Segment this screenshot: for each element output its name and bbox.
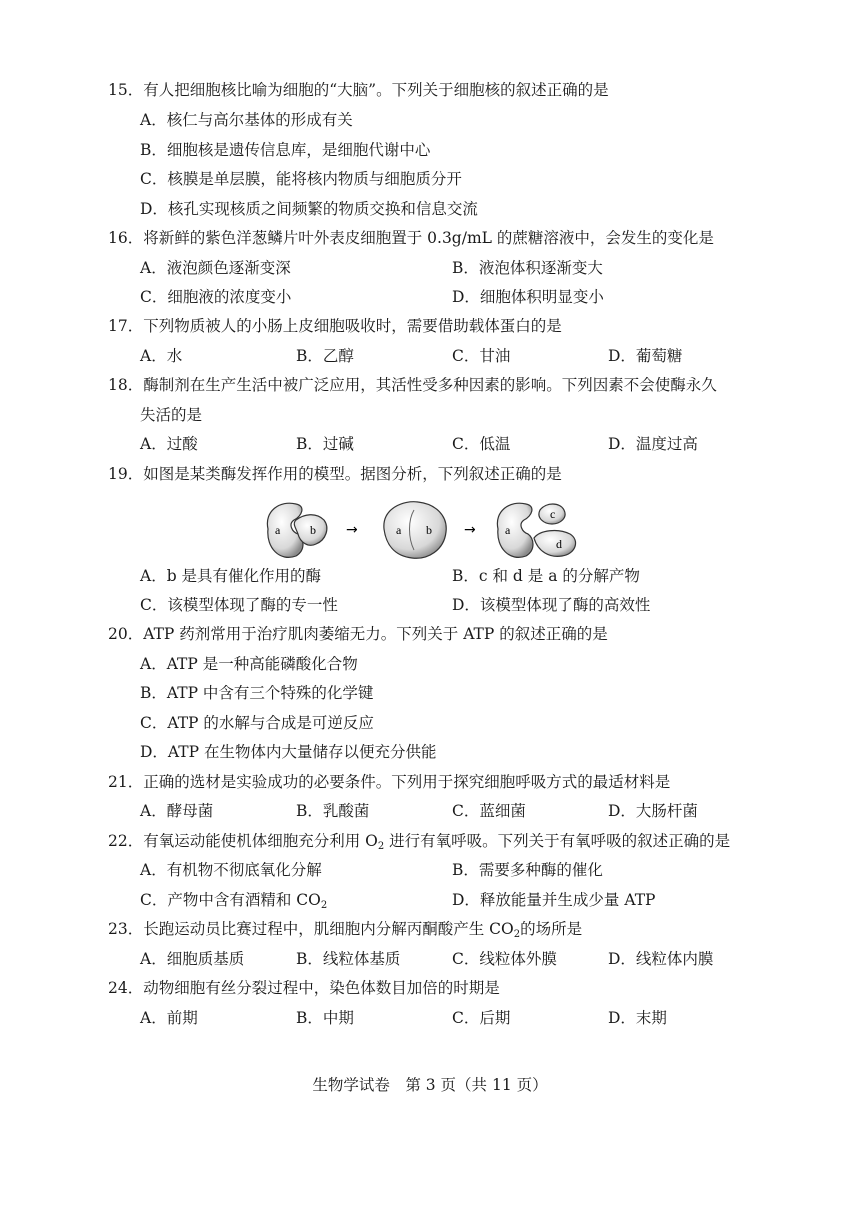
arrow-2: → — [464, 522, 476, 538]
arrow-1: → — [346, 522, 358, 538]
question-20-option-b: B．ATP 中含有三个特殊的化学键 — [140, 684, 374, 702]
question-24-stem: 24．动物细胞有丝分裂过程中，染色体数目加倍的时期是 — [108, 979, 500, 997]
question-19-option-c: C．该模型体现了酶的专一性 — [140, 596, 338, 614]
enzyme-model-figure — [258, 496, 588, 562]
question-21-option-a: A．酵母菌 — [140, 802, 214, 820]
question-18-stem-continued: 失活的是 — [140, 406, 203, 424]
question-23-option-d: D．线粒体内膜 — [608, 950, 714, 968]
question-15-option-a: A．核仁与高尔基体的形成有关 — [140, 111, 353, 129]
question-21-stem: 21．正确的选材是实验成功的必要条件。下列用于探究细胞呼吸方式的最适材料是 — [108, 773, 671, 791]
figure-label-a1: a — [275, 523, 281, 537]
question-18-option-c: C．低温 — [452, 435, 511, 453]
question-18-option-d: D．温度过高 — [608, 435, 698, 453]
question-20-option-d: D．ATP 在生物体内大量储存以便充分供能 — [140, 743, 437, 761]
figure-label-b2: b — [426, 523, 432, 537]
figure-label-a2: a — [396, 523, 402, 537]
question-20-option-c: C．ATP 的水解与合成是可逆反应 — [140, 714, 374, 732]
question-23-option-b: B．线粒体基质 — [296, 950, 401, 968]
question-18-stem: 18．酶制剂在生产生活中被广泛应用，其活性受多种因素的影响。下列因素不会使酶永久 — [108, 376, 717, 394]
question-17-option-b: B．乙醇 — [296, 347, 354, 365]
question-19-stem: 19．如图是某类酶发挥作用的模型。据图分析，下列叙述正确的是 — [108, 465, 562, 483]
question-17-option-c: C．甘油 — [452, 347, 511, 365]
question-15-option-d: D．核孔实现核质之间频繁的物质交换和信息交流 — [140, 200, 478, 218]
figure-label-d: d — [556, 537, 562, 551]
question-24-option-c: C．后期 — [452, 1009, 511, 1027]
question-22-option-d: D．释放能量并生成少量 ATP — [452, 891, 656, 909]
question-19-option-d: D．该模型体现了酶的高效性 — [452, 596, 651, 614]
question-22-option-c: C．产物中含有酒精和 $CO_2$ — [140, 891, 328, 911]
question-16-option-d: D．细胞体积明显变小 — [452, 288, 604, 306]
question-17-option-d: D．葡萄糖 — [608, 347, 683, 365]
question-21-option-b: B．乳酸菌 — [296, 802, 370, 820]
question-22-stem: 22．有氧运动能使机体细胞充分利用 $O_2$ 进行有氧呼吸。下列关于有氧呼吸的叙述正确的是 — [108, 832, 731, 852]
question-23-option-a: A．细胞质基质 — [140, 950, 245, 968]
question-23-stem: 23．长跑运动员比赛过程中，肌细胞内分解丙酮酸产生 $CO_2$的场所是 — [108, 920, 583, 940]
question-15-option-b: B．细胞核是遗传信息库，是细胞代谢中心 — [140, 141, 431, 159]
stage-1-enzyme-substrate — [267, 503, 326, 557]
question-19-option-a: A．b 是具有催化作用的酶 — [140, 567, 322, 585]
figure-label-a3: a — [505, 523, 511, 537]
question-16-option-b: B．液泡体积逐渐变大 — [452, 259, 603, 277]
question-16-option-a: A．液泡颜色逐渐变深 — [140, 259, 291, 277]
figure-label-b1: b — [310, 523, 316, 537]
question-15-option-c: C．核膜是单层膜，能将核内物质与细胞质分开 — [140, 170, 462, 188]
page-footer: 生物学试卷 第 3 页（共 11 页） — [312, 1076, 548, 1094]
question-21-option-d: D．大肠杆菌 — [608, 802, 698, 820]
question-15-stem: 15．有人把细胞核比喻为细胞的“大脑”。下列关于细胞核的叙述正确的是 — [108, 81, 609, 99]
question-17-option-a: A．水 — [140, 347, 183, 365]
stage-3-products — [497, 503, 575, 557]
stage-2-complex — [384, 502, 446, 559]
question-16-option-c: C．细胞液的浓度变小 — [140, 288, 292, 306]
question-19-option-b: B．c 和 d 是 a 的分解产物 — [452, 567, 640, 585]
question-22-option-a: A．有机物不彻底氧化分解 — [140, 861, 322, 879]
question-24-option-b: B．中期 — [296, 1009, 354, 1027]
question-18-option-a: A．过酸 — [140, 435, 198, 453]
question-20-option-a: A．ATP 是一种高能磷酸化合物 — [140, 655, 358, 673]
question-24-option-d: D．末期 — [608, 1009, 667, 1027]
question-23-option-c: C．线粒体外膜 — [452, 950, 557, 968]
question-21-option-c: C．蓝细菌 — [452, 802, 526, 820]
question-16-stem: 16．将新鲜的紫色洋葱鳞片叶外表皮细胞置于 0.3g/mL 的蔗糖溶液中，会发生的变化是 — [108, 229, 714, 247]
question-20-stem: 20．ATP 药剂常用于治疗肌肉萎缩无力。下列关于 ATP 的叙述正确的是 — [108, 625, 608, 643]
question-17-stem: 17．下列物质被人的小肠上皮细胞吸收时，需要借助载体蛋白的是 — [108, 317, 562, 335]
question-18-option-b: B．过碱 — [296, 435, 354, 453]
question-24-option-a: A．前期 — [140, 1009, 198, 1027]
question-22-option-b: B．需要多种酶的催化 — [452, 861, 603, 879]
figure-label-c: c — [550, 507, 556, 521]
